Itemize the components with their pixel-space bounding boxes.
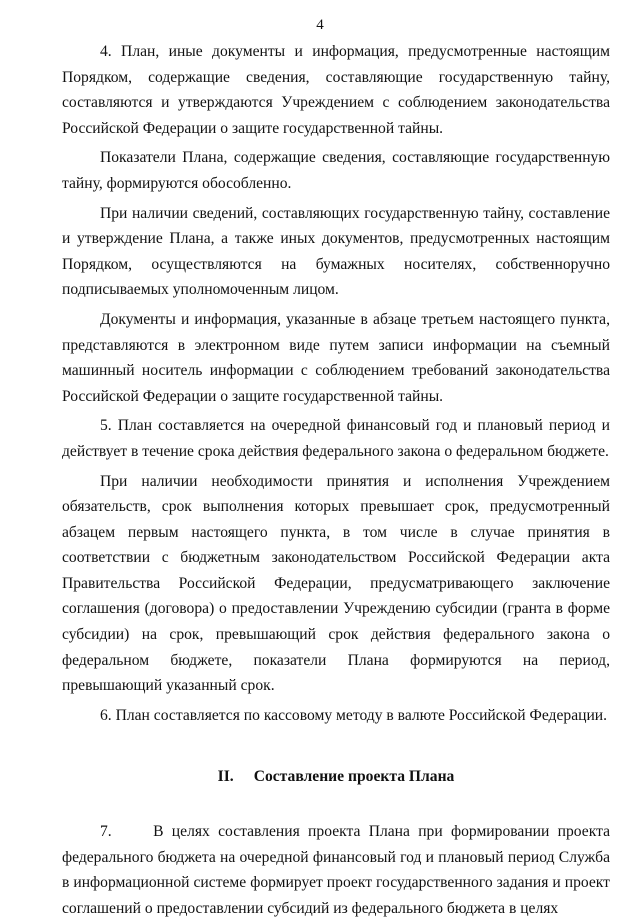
page-number: 4 — [316, 17, 324, 33]
paragraph-4: 4. План, иные документы и информация, предусмотренные настоящим Порядком, содержащие сведения, составляющие государственную тайну, составляются и утверждаются Учреждением с соблюдением законодательства Российской Федерации о защите государственной тайны. — [62, 43, 610, 137]
section-title: Составление проекта Плана — [253, 768, 455, 786]
paragraph-4-electronic: Документы и информация, указанные в абзаце третьем настоящего пункта, представляются в электронном виде путем записи информации на съемный машинный носитель информации с соблюдением требований законодательства Российской Федерации о защите государственной тайны. — [62, 310, 610, 405]
paragraph-4-indicators: Показатели Плана, содержащие сведения, составляющие государственную тайну, формируются обособленно. — [62, 149, 610, 192]
document-body — [62, 39, 614, 919]
section-number: II. — [217, 768, 234, 786]
paragraph-6: 6. План составляется по кассовому методу в валюте Российской Федерации. — [100, 706, 608, 724]
paragraph-7: 7. В целях составления проекта Плана при формировании проекта федерального бюджета на очередной финансовый год и плановый период Служба в информационной системе формирует проект государственного задания и проект соглашений о предоставлении субсидий из федерального бюджета в целях — [62, 823, 614, 917]
paragraph-5-extended-period: При наличии необходимости принятия и исполнения Учреждением обязательств, срок выполнения которых превышает срок, предусмотренный абзацем первым настоящего пункта, в том числе в случае принятия в соответствии с бюджетным законодательством Российской Федерации акта Правительства Российской Федерации, предусматривающего заключение соглашения (договора) о предоставлении Учреждению субсидии (гранта в форме субсидии) на срок, превышающий срок действия федерального закона о федеральном бюджете, показатели Плана формируются на период, превышающий указанный срок. — [62, 472, 610, 695]
paragraph-5: 5. План составляется на очередной финансовый год и плановый период и действует в течение срока действия федерального закона о федеральном бюджете. — [62, 417, 610, 460]
paragraph-4-paper-media: При наличии сведений, составляющих государственную тайну, составление и утверждение Плана, а также иных документов, предусмотренных настоящим Порядком, осуществляются на бумажных носителях, собственноручно подписываемых уполномоченным лицом. — [62, 204, 610, 299]
section-heading — [62, 764, 610, 790]
